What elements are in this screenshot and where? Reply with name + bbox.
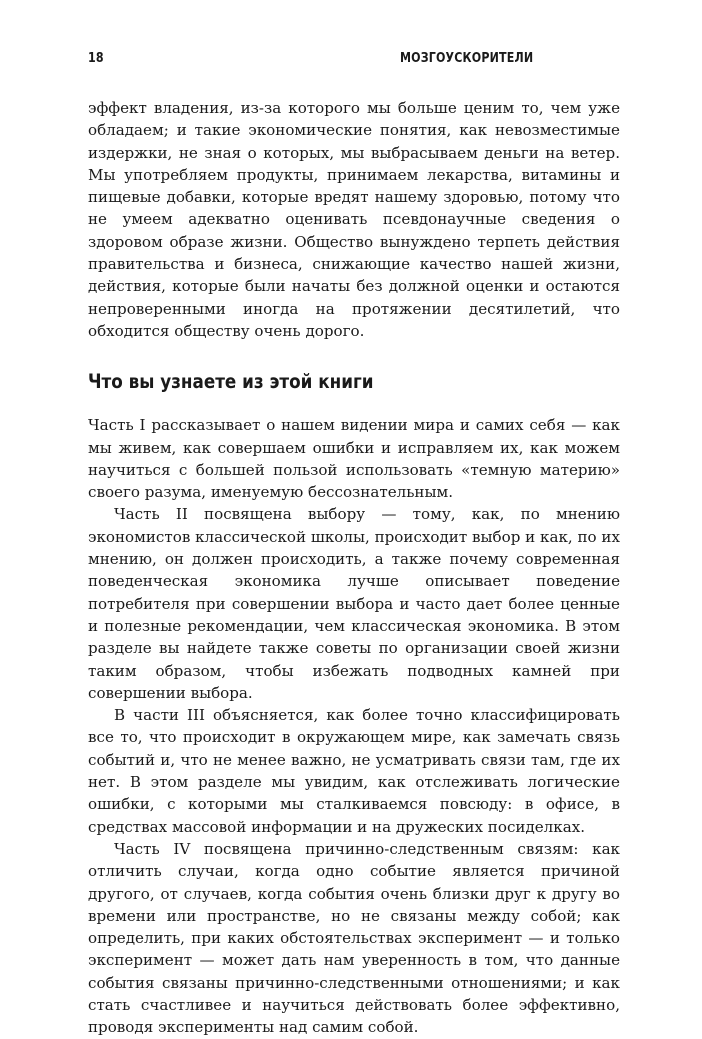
paragraph-part-2: Часть II посвящена выбору — тому, как, по мнению экономистов классической школы, происходит выбор и как, по их мнению, он должен происходить, а также почему современная поведенческая экономика лучше описывает поведение потребителя при совершении выбора и часто дает более ценные и полезные рекомендации, чем классическая экономика. В этом разделе вы найдете также советы по организации своей жизни таким образом, чтобы избежать подводных камней при совершении выбора. (88, 505, 620, 702)
paragraph-part-4: Часть IV посвящена причинно-следственным связям: как отличить случаи, когда одно событие является причиной другого, от случаев, когда события очень близки друг к другу во времени или пространстве, но не связаны между собой; как определить, при каких обстоятельствах эксперимент — и только эксперимент — может дать нам уверенность в том, что данные события связаны причинно-следственными отношениями; и как стать счастливее и научиться действовать более эффективно, проводя эксперименты над самим собой. (88, 839, 620, 1037)
book-title: МОЗГОУСКОРИТЕЛИ (399, 50, 534, 66)
paragraph-continuation: эффект владения, из-за которого мы больше ценим то, чем уже обладаем; и такие экономические понятия, как невозместимые издержки, не зная о которых, мы выбрасываем деньги на ветер. Мы употребляем продукты, принимаем лекарства, витамины и пищевые добавки, которые вредят нашему здоровью, потому что не умеем адекватно оценивать псевдонаучные сведения о здоровом образе жизни. Общество вынуждено терпеть действия правительства и бизнеса, снижающие качество нашей жизни, действия, которые были начаты без должной оценки и остаются непроверенными иногда на протяжении десятилетий, что обходится обществу очень дорого. (88, 99, 620, 340)
paragraph-part-1: Часть I рассказывает о нашем видении мира и самих себя — как мы живем, как совершаем ошибки и исправляем их, как можем научиться с большей пользой использовать «темную материю» своего разума, именуемую бессознательным. (88, 416, 620, 502)
page-body (88, 97, 620, 1039)
running-head (88, 50, 613, 70)
paragraph-part-3: В части III объясняется, как более точно классифицировать все то, что происходит в окружающем мире, как замечать связь событий и, что не менее важно, не усматривать связи там, где их нет. В этом разделе мы увидим, как отслеживать логические ошибки, с которыми мы сталкиваемся повсюду: в офисе, в средствах массовой информации и на дружеских посиделках. (88, 706, 620, 836)
section-heading: Что вы узнаете из этой книги (88, 370, 374, 394)
page-number: 18 (88, 50, 104, 66)
